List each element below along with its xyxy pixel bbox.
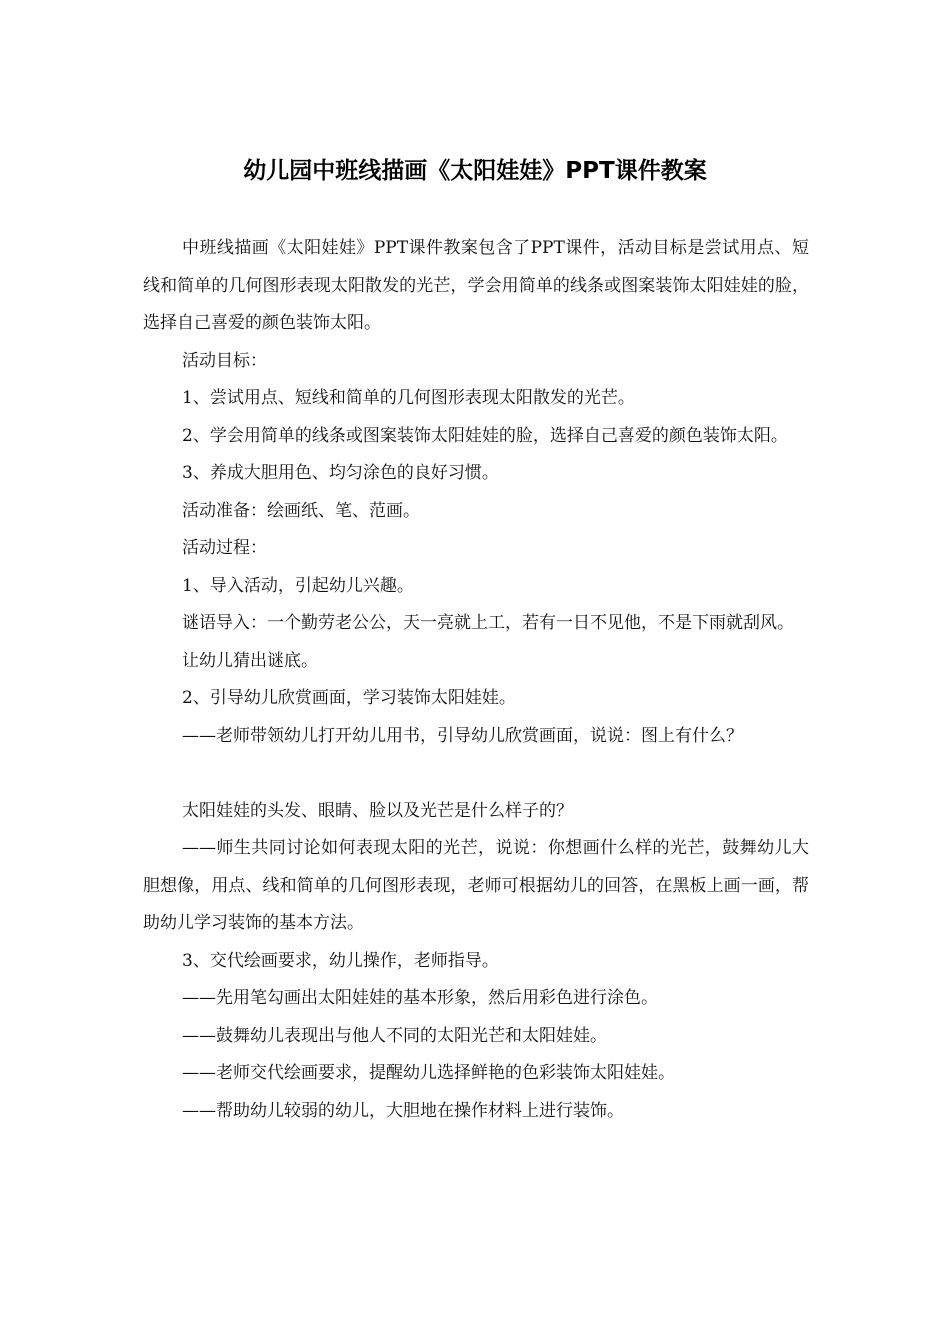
question-paragraph: 太阳娃娃的头发、眼睛、脸以及光芒是什么样子的？ xyxy=(182,800,573,821)
teacher-guide-paragraph: ——老师带领幼儿打开幼儿用书，引导幼儿欣赏画面，说说：图上有什么？ xyxy=(182,725,743,746)
intro-paragraph: 中班线描画《太阳娃娃》PPT课件教案包含了PPT课件，活动目标是尝试用点、短线和简单的几何图形表现太阳散发的光芒，学会用简单的线条或图案装饰太阳娃娃的脸，选择自己喜爱的颜色装饰太阳。 xyxy=(143,238,809,333)
preparation-line: 活动准备：绘画纸、笔、范画。 xyxy=(182,500,420,521)
step-2-heading: 2、引导幼儿欣赏画面，学习装饰太阳娃娃。 xyxy=(182,688,516,708)
goal-item-1: 1、尝试用点、短线和简单的几何图形表现太阳散发的光芒。 xyxy=(182,388,635,408)
discussion-paragraph: ——师生共同讨论如何表现太阳的光芒，说说：你想画什么样的光芒，鼓舞幼儿大胆想像，用点、线和简单的几何图形表现，老师可根据幼儿的回答，在黑板上画一画，帮助幼儿学习装饰的基本方法。 xyxy=(143,838,809,933)
blank-line xyxy=(143,755,809,793)
riddle-paragraph: 谜语导入：一个勤劳老公公，天一亮就上工，若有一日不见他，不是下雨就刮风。 xyxy=(182,613,794,633)
document-title: 幼儿园中班线描画《太阳娃娃》PPT课件教案 xyxy=(243,158,707,184)
step-1-heading: 1、导入活动，引起幼儿兴趣。 xyxy=(182,575,414,596)
document-body xyxy=(143,230,809,1130)
instruction-paragraph-4: ——帮助幼儿较弱的幼儿，大胆地在操作材料上进行装饰。 xyxy=(182,1100,624,1121)
goal-item-3: 3、养成大胆用色、均匀涂色的良好习惯。 xyxy=(182,463,499,483)
instruction-paragraph-1: ——先用笔勾画出太阳娃娃的基本形象，然后用彩色进行涂色。 xyxy=(182,988,658,1008)
process-heading: 活动过程： xyxy=(182,538,267,558)
goals-heading: 活动目标： xyxy=(182,350,267,371)
instruction-paragraph-2: ——鼓舞幼儿表现出与他人不同的太阳光芒和太阳娃娃。 xyxy=(182,1025,607,1046)
step-3-heading: 3、交代绘画要求，幼儿操作，老师指导。 xyxy=(182,950,499,971)
guess-paragraph: 让幼儿猜出谜底。 xyxy=(182,650,318,671)
goal-item-2: 2、学会用简单的线条或图案装饰太阳娃娃的脸，选择自己喜爱的颜色装饰太阳。 xyxy=(182,425,788,446)
instruction-paragraph-3: ——老师交代绘画要求，提醒幼儿选择鲜艳的色彩装饰太阳娃娃。 xyxy=(182,1063,675,1083)
